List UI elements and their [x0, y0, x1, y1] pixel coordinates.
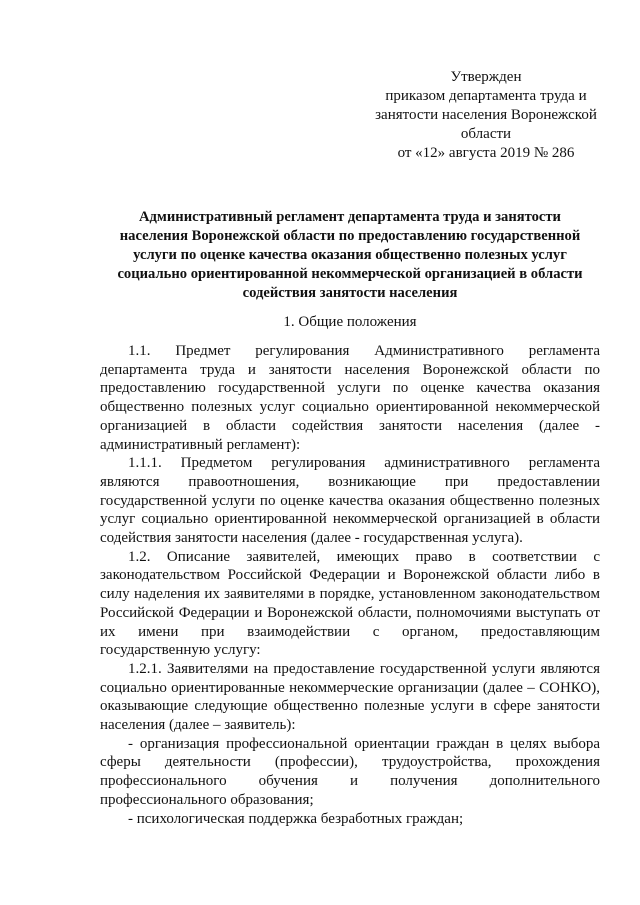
- paragraph-line: 1.1. Предмет регулирования Административного регламента: [128, 343, 600, 359]
- title-line: социально ориентированной некоммерческой организацией в области: [117, 266, 583, 282]
- paragraph-line: силу наделения их заявителями в порядке, установленном законодательством: [100, 586, 600, 603]
- list-item-line: профессионального образования;: [100, 791, 314, 808]
- title-line: населения Воронежской области по предоставлению государственной: [119, 228, 581, 244]
- paragraph-line: являются правоотношения, возникающие при предоставлении: [100, 473, 600, 490]
- approval-line: приказом департамента труда и: [385, 88, 587, 104]
- approval-line: Утвержден: [450, 69, 522, 85]
- list-item-line: профессионального обучения и получения дополнительного: [100, 773, 600, 790]
- paragraph-line: содействия занятости населения (далее - государственная услуга).: [100, 530, 523, 547]
- paragraph-line: населения (далее – заявитель):: [100, 717, 296, 734]
- document-body: [100, 342, 600, 828]
- title-line: Административный регламент департамента труда и занятости: [139, 209, 561, 225]
- paragraph-line: оказывающие следующие общественно полезные услуги в сфере занятости: [100, 698, 600, 715]
- paragraph-line: Российской Федерации и Воронежской области, полномочиями выступать от: [100, 604, 600, 621]
- list-item-line: сферы деятельности (профессии), трудоустройства, прохождения: [100, 754, 600, 771]
- paragraph-line: общественно полезных услуг социально ориентированной некоммерческой: [100, 399, 600, 416]
- title-line: услуги по оценке качества оказания общественно полезных услуг: [133, 247, 567, 263]
- list-item-line: - организация профессиональной ориентации граждан в целях выбора: [128, 735, 600, 752]
- paragraph-line: услуг социально ориентированной некоммерческой организацией в области: [100, 511, 600, 528]
- paragraph-line: административный регламент):: [100, 436, 301, 453]
- paragraph-line: социально ориентированные некоммерческие организации (далее – СОНКО),: [100, 679, 600, 696]
- approval-date-line: от «12» августа 2019 № 286: [397, 145, 575, 161]
- paragraph-line: государственной услуги по оценке качества оказания общественно полезных: [100, 492, 600, 509]
- paragraph-line: предоставлению государственной услуги по оценке качества оказания: [100, 380, 600, 397]
- title-line: содействия занятости населения: [242, 285, 458, 301]
- approval-line: занятости населения Воронежской: [375, 107, 597, 123]
- approval-line: области: [460, 126, 512, 142]
- paragraph-line: 1.1.1. Предметом регулирования административного регламента: [128, 455, 600, 472]
- section-heading: 1. Общие положения: [283, 314, 417, 330]
- paragraph-line: законодательством Российской Федерации и Воронежской области либо в: [100, 567, 600, 584]
- paragraph-line: 1.2. Описание заявителей, имеющих право в соответствии с: [128, 548, 600, 565]
- list-item-line: - психологическая поддержка безработных граждан;: [128, 810, 464, 827]
- paragraph-line: государственную услугу:: [100, 642, 261, 659]
- approval-stamp: [366, 68, 606, 163]
- paragraph-line: департамента труда и занятости населения Воронежской области по: [100, 361, 600, 378]
- paragraph-line: 1.2.1. Заявителями на предоставление государственной услуги являются: [128, 660, 600, 677]
- paragraph-line: организацией в области содействия занятости населения (далее -: [100, 417, 600, 434]
- paragraph-line: их имени при взаимодействии с органом, предоставляющим: [100, 623, 600, 640]
- document-title: [100, 208, 600, 303]
